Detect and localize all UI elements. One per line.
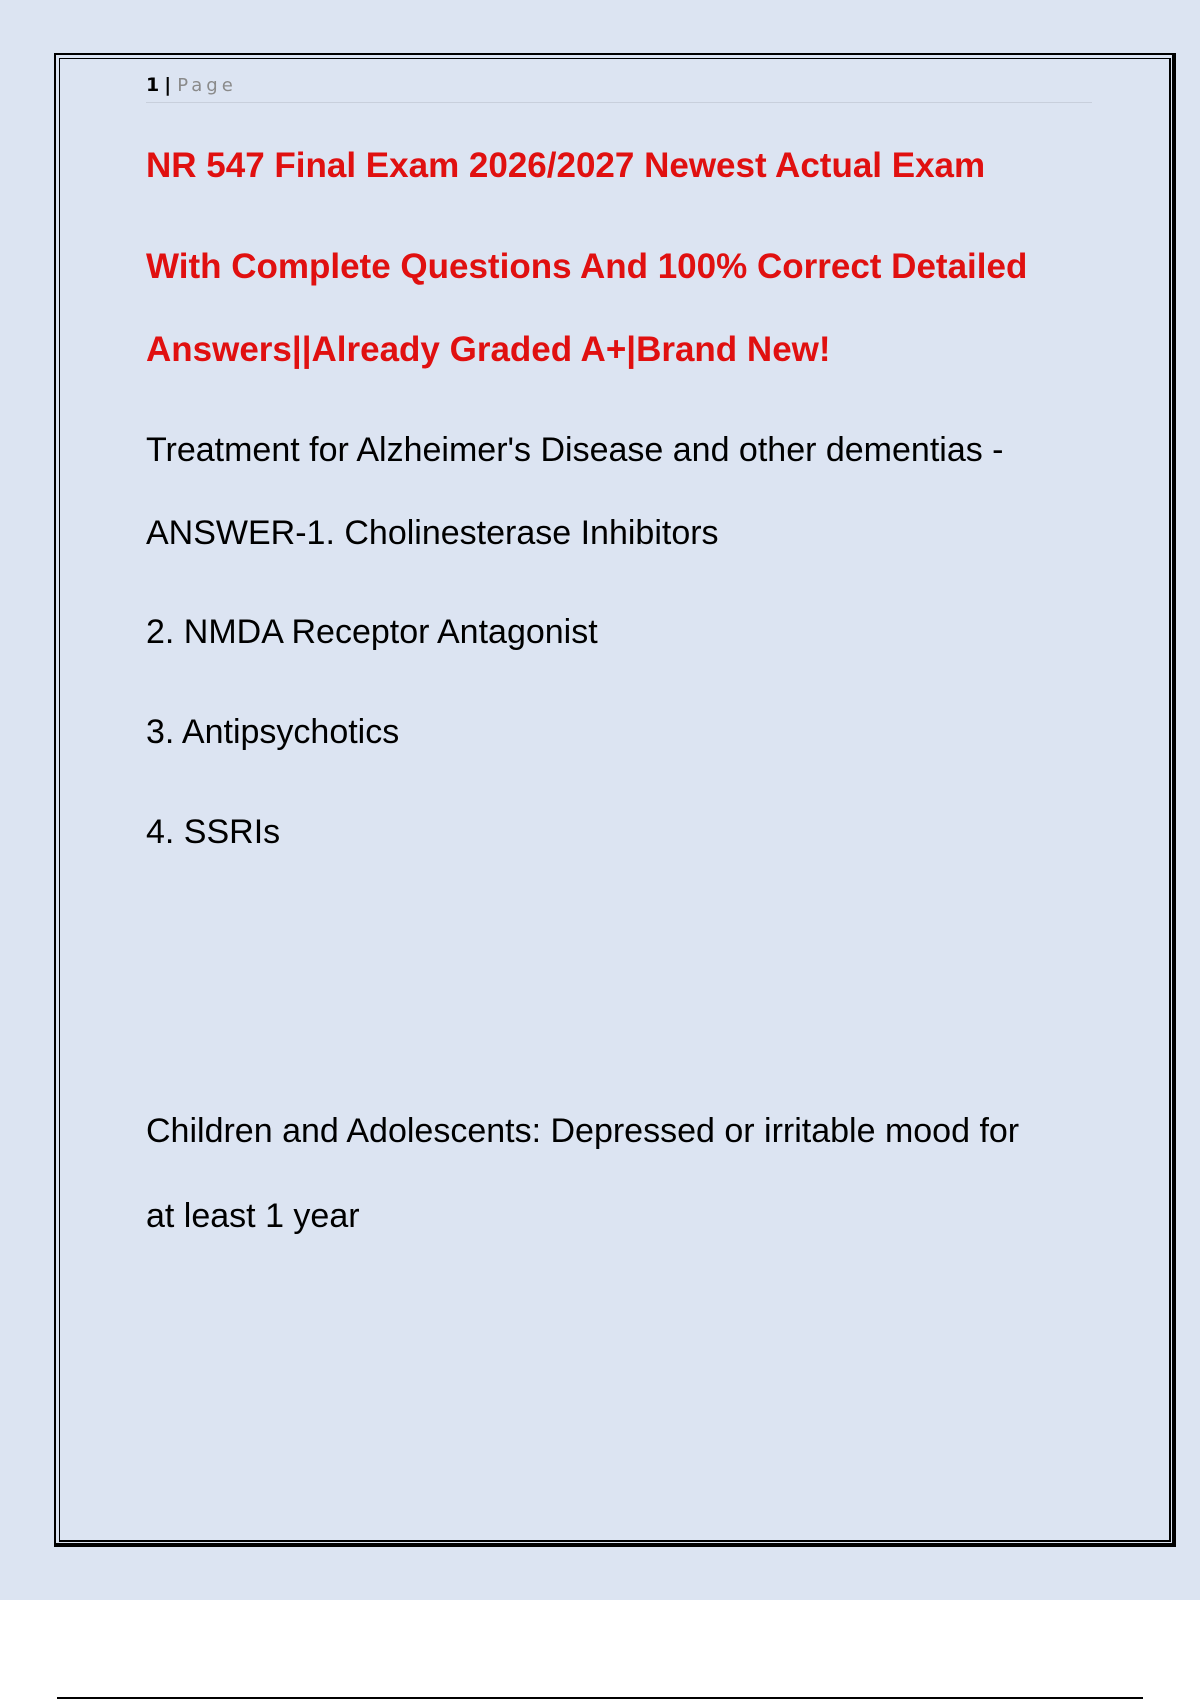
paragraph-line-1: Children and Adolescents: Depressed or irritable mood for <box>146 1112 1020 1150</box>
header-divider <box>146 102 1092 103</box>
answer-item-4: 4. SSRIs <box>146 813 281 851</box>
question-text: Treatment for Alzheimer's Disease and other dementias - <box>146 431 1004 469</box>
answer-item-2: 2. NMDA Receptor Antagonist <box>146 613 598 651</box>
title-line-3: Answers||Already Graded A+|Brand New! <box>146 330 831 369</box>
page-header <box>146 74 237 96</box>
page-label: Page <box>177 75 237 96</box>
paragraph-line-2: at least 1 year <box>146 1197 360 1235</box>
title-line-1: NR 547 Final Exam 2026/2027 Newest Actual Exam <box>146 146 986 185</box>
page-number: 1 <box>146 74 161 96</box>
answer-item-1: ANSWER-1. Cholinesterase Inhibitors <box>146 514 719 552</box>
page-separator: | <box>164 74 173 96</box>
answer-item-3: 3. Antipsychotics <box>146 713 400 751</box>
bottom-divider <box>57 1697 1143 1699</box>
title-line-2: With Complete Questions And 100% Correct Detailed <box>146 247 1028 286</box>
